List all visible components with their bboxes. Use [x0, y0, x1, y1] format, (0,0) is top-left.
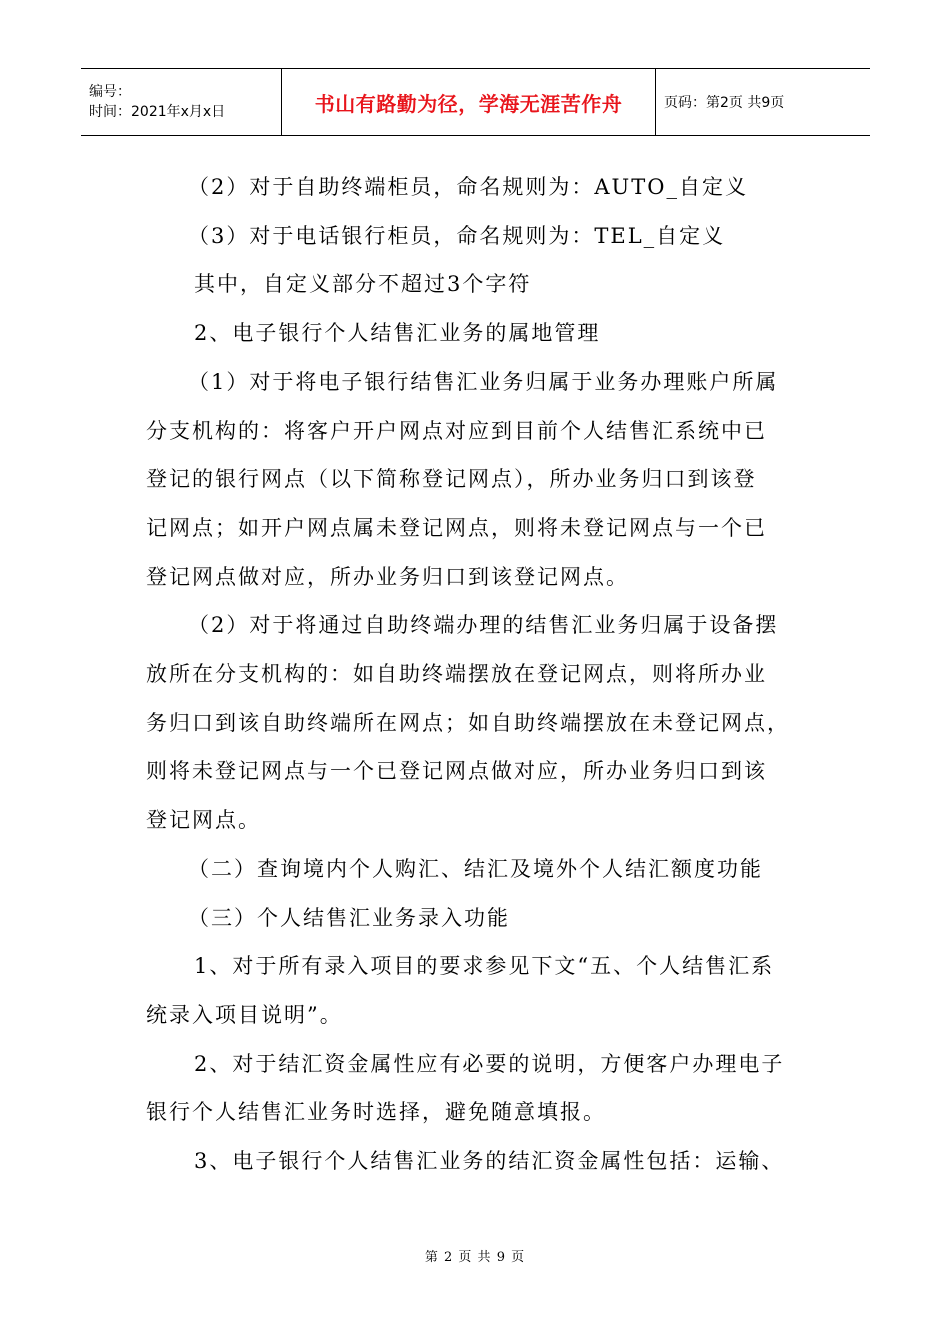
header-left-cell	[81, 69, 282, 135]
document-body	[146, 163, 806, 1186]
body-line: 统录入项目说明”。	[146, 1002, 343, 1027]
body-line: 银行个人结售汇业务时选择，避免随意填报。	[146, 1100, 606, 1125]
body-line: 务归口到该自助终端所在网点；如自助终端摆放在未登记网点，	[146, 710, 790, 735]
header-right-cell	[656, 69, 870, 135]
body-line: （三）个人结售汇业务录入功能	[188, 905, 510, 930]
body-line: 分支机构的：将客户开户网点对应到目前个人结售汇系统中已	[146, 418, 767, 443]
document-header	[81, 68, 870, 136]
page-info: 页码：第2页 共9页	[664, 95, 785, 111]
body-line: （1）对于将电子银行结售汇业务归属于业务办理账户所属	[188, 369, 779, 394]
body-line: 其中，自定义部分不超过3个字符	[194, 272, 532, 297]
body-line: 2、电子银行个人结售汇业务的属地管理	[194, 321, 601, 346]
body-line: 2、对于结汇资金属性应有必要的说明，方便客户办理电子	[194, 1051, 785, 1076]
page-footer: 第 2 页 共 9 页	[424, 1250, 526, 1265]
body-line: （2）对于将通过自助终端办理的结售汇业务归属于设备摆	[188, 613, 779, 638]
date-label: 时间：2021年x月x日	[89, 104, 226, 120]
body-line: 登记的银行网点（以下简称登记网点），所办业务归口到该登	[146, 467, 757, 492]
body-line: （3）对于电话银行柜员，命名规则为：TEL_自定义	[188, 223, 726, 248]
body-line: 登记网点。	[146, 808, 261, 833]
motto-text: 书山有路勤为径，学海无涯苦作舟	[314, 91, 623, 116]
body-line: 3、电子银行个人结售汇业务的结汇资金属性包括：运输、	[194, 1149, 785, 1174]
body-line: 1、对于所有录入项目的要求参见下文“五、个人结售汇系	[194, 954, 775, 979]
body-line: 记网点；如开户网点属未登记网点，则将未登记网点与一个已	[146, 515, 767, 540]
body-line: （2）对于自助终端柜员，命名规则为：AUTO_自定义	[188, 175, 748, 199]
body-line: （二）查询境内个人购汇、结汇及境外个人结汇额度功能	[188, 856, 763, 881]
number-label: 编号：	[89, 84, 131, 100]
body-line: 登记网点做对应，所办业务归口到该登记网点。	[146, 564, 629, 589]
header-middle-cell	[282, 69, 656, 135]
body-line: 放所在分支机构的：如自助终端摆放在登记网点，则将所办业	[146, 662, 767, 687]
body-line: 则将未登记网点与一个已登记网点做对应，所办业务归口到该	[146, 759, 767, 784]
